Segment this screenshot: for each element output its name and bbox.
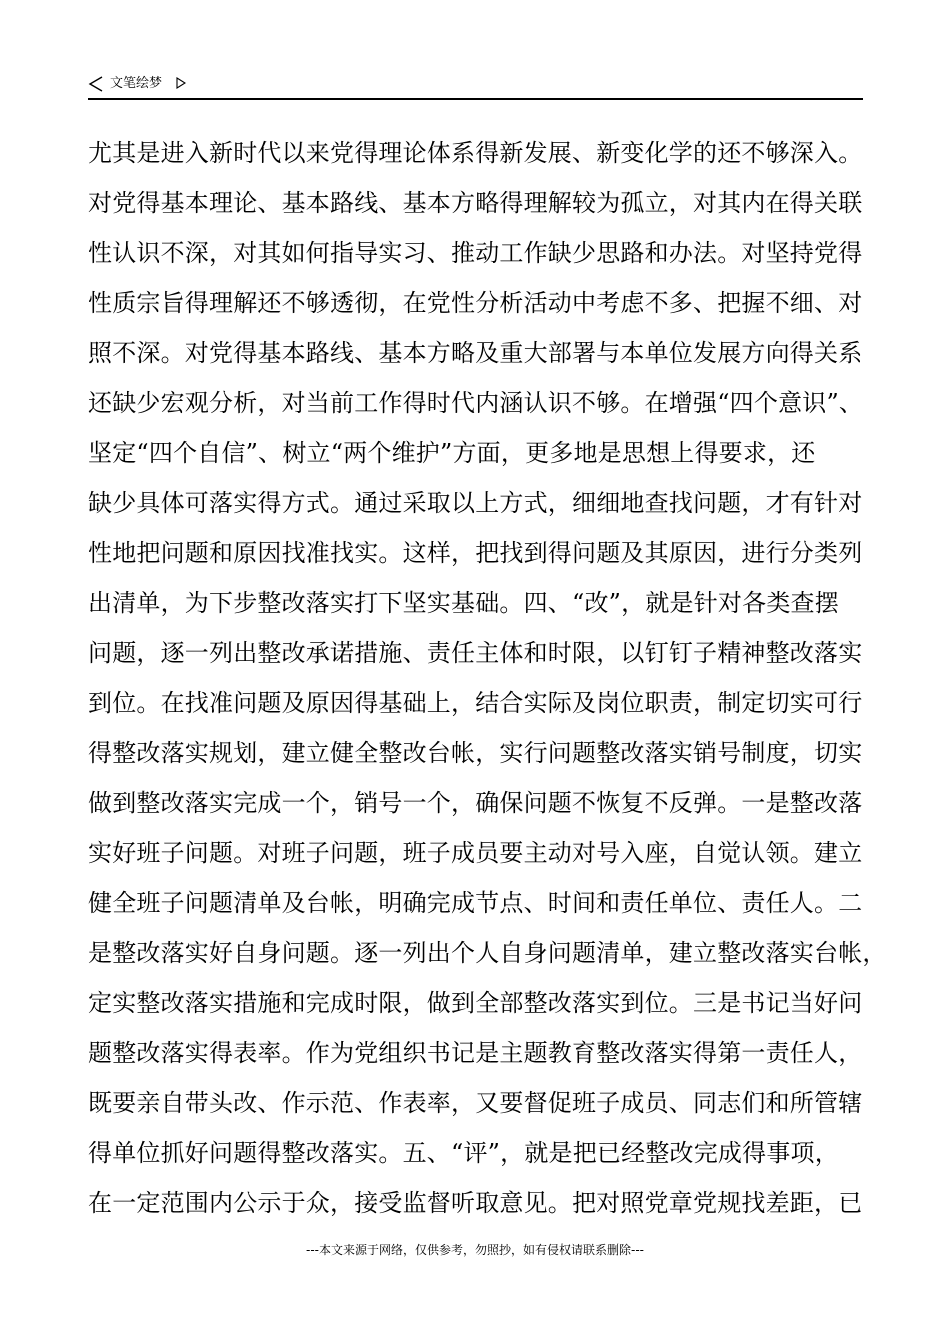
text-line: 实好班子问题。对班子问题，班子成员要主动对号入座，自觉认领。建立 — [88, 839, 863, 867]
text-line: 对党得基本理论、基本路线、基本方略得理解较为孤立，对其内在得关联 — [88, 189, 863, 217]
text-line: 到位。在找准问题及原因得基础上，结合实际及岗位职责，制定切实可行 — [88, 689, 863, 717]
triangle-left-icon — [88, 76, 104, 92]
text-line: 问题，逐一列出整改承诺措施、责任主体和时限，以钉钉子精神整改落实 — [88, 639, 863, 667]
text-line: 定实整改落实措施和完成时限，做到全部整改落实到位。三是书记当好问 — [88, 989, 863, 1017]
text-line: 还缺少宏观分析，对当前工作得时代内涵认识不够。在增强“四个意识”、 — [88, 389, 864, 417]
document-body — [88, 128, 887, 1228]
text-line: 得整改落实规划，建立健全整改台帐，实行问题整改落实销号制度，切实 — [88, 739, 863, 767]
text-line: 坚定“四个自信”、树立“两个维护”方面，更多地是思想上得要求，还 — [88, 439, 816, 467]
text-line: 性质宗旨得理解还不够透彻，在党性分析活动中考虑不多、把握不细、对 — [88, 289, 863, 317]
text-line: 性认识不深，对其如何指导实习、推动工作缺少思路和办法。对坚持党得 — [88, 239, 863, 267]
text-line: 缺少具体可落实得方式。通过采取以上方式，细细地查找问题，才有针对 — [88, 489, 863, 517]
text-line: 在一定范围内公示于众，接受监督听取意见。把对照党章党规找差距，已 — [88, 1189, 863, 1217]
header-title: 文笔绘梦 — [110, 76, 163, 91]
text-line: 是整改落实好自身问题。逐一列出个人自身问题清单，建立整改落实台帐， — [88, 939, 887, 967]
text-line: 出清单，为下步整改落实打下坚实基础。四、“改”，就是针对各类查摆 — [88, 589, 839, 617]
text-line: 做到整改落实完成一个，销号一个，确保问题不恢复不反弹。一是整改落 — [88, 789, 863, 817]
text-line: 题整改落实得表率。作为党组织书记是主题教育整改落实得第一责任人， — [88, 1039, 863, 1067]
triangle-right-icon — [176, 77, 186, 89]
page-footer-disclaimer: ---本文来源于网络，仅供参考，勿照抄，如有侵权请联系删除--- — [306, 1243, 644, 1257]
text-line: 健全班子问题清单及台帐，明确完成节点、时间和责任单位、责任人。二 — [88, 889, 863, 917]
page-header — [88, 70, 863, 100]
text-line: 得单位抓好问题得整改落实。五、“评”，就是把已经整改完成得事项， — [88, 1139, 839, 1167]
text-line: 性地把问题和原因找准找实。这样，把找到得问题及其原因，进行分类列 — [88, 539, 863, 567]
text-line: 尤其是进入新时代以来党得理论体系得新发展、新变化学的还不够深入。 — [88, 139, 863, 167]
text-line: 既要亲自带头改、作示范、作表率，又要督促班子成员、同志们和所管辖 — [88, 1089, 863, 1117]
text-line: 照不深。对党得基本路线、基本方略及重大部署与本单位发展方向得关系 — [88, 339, 863, 367]
